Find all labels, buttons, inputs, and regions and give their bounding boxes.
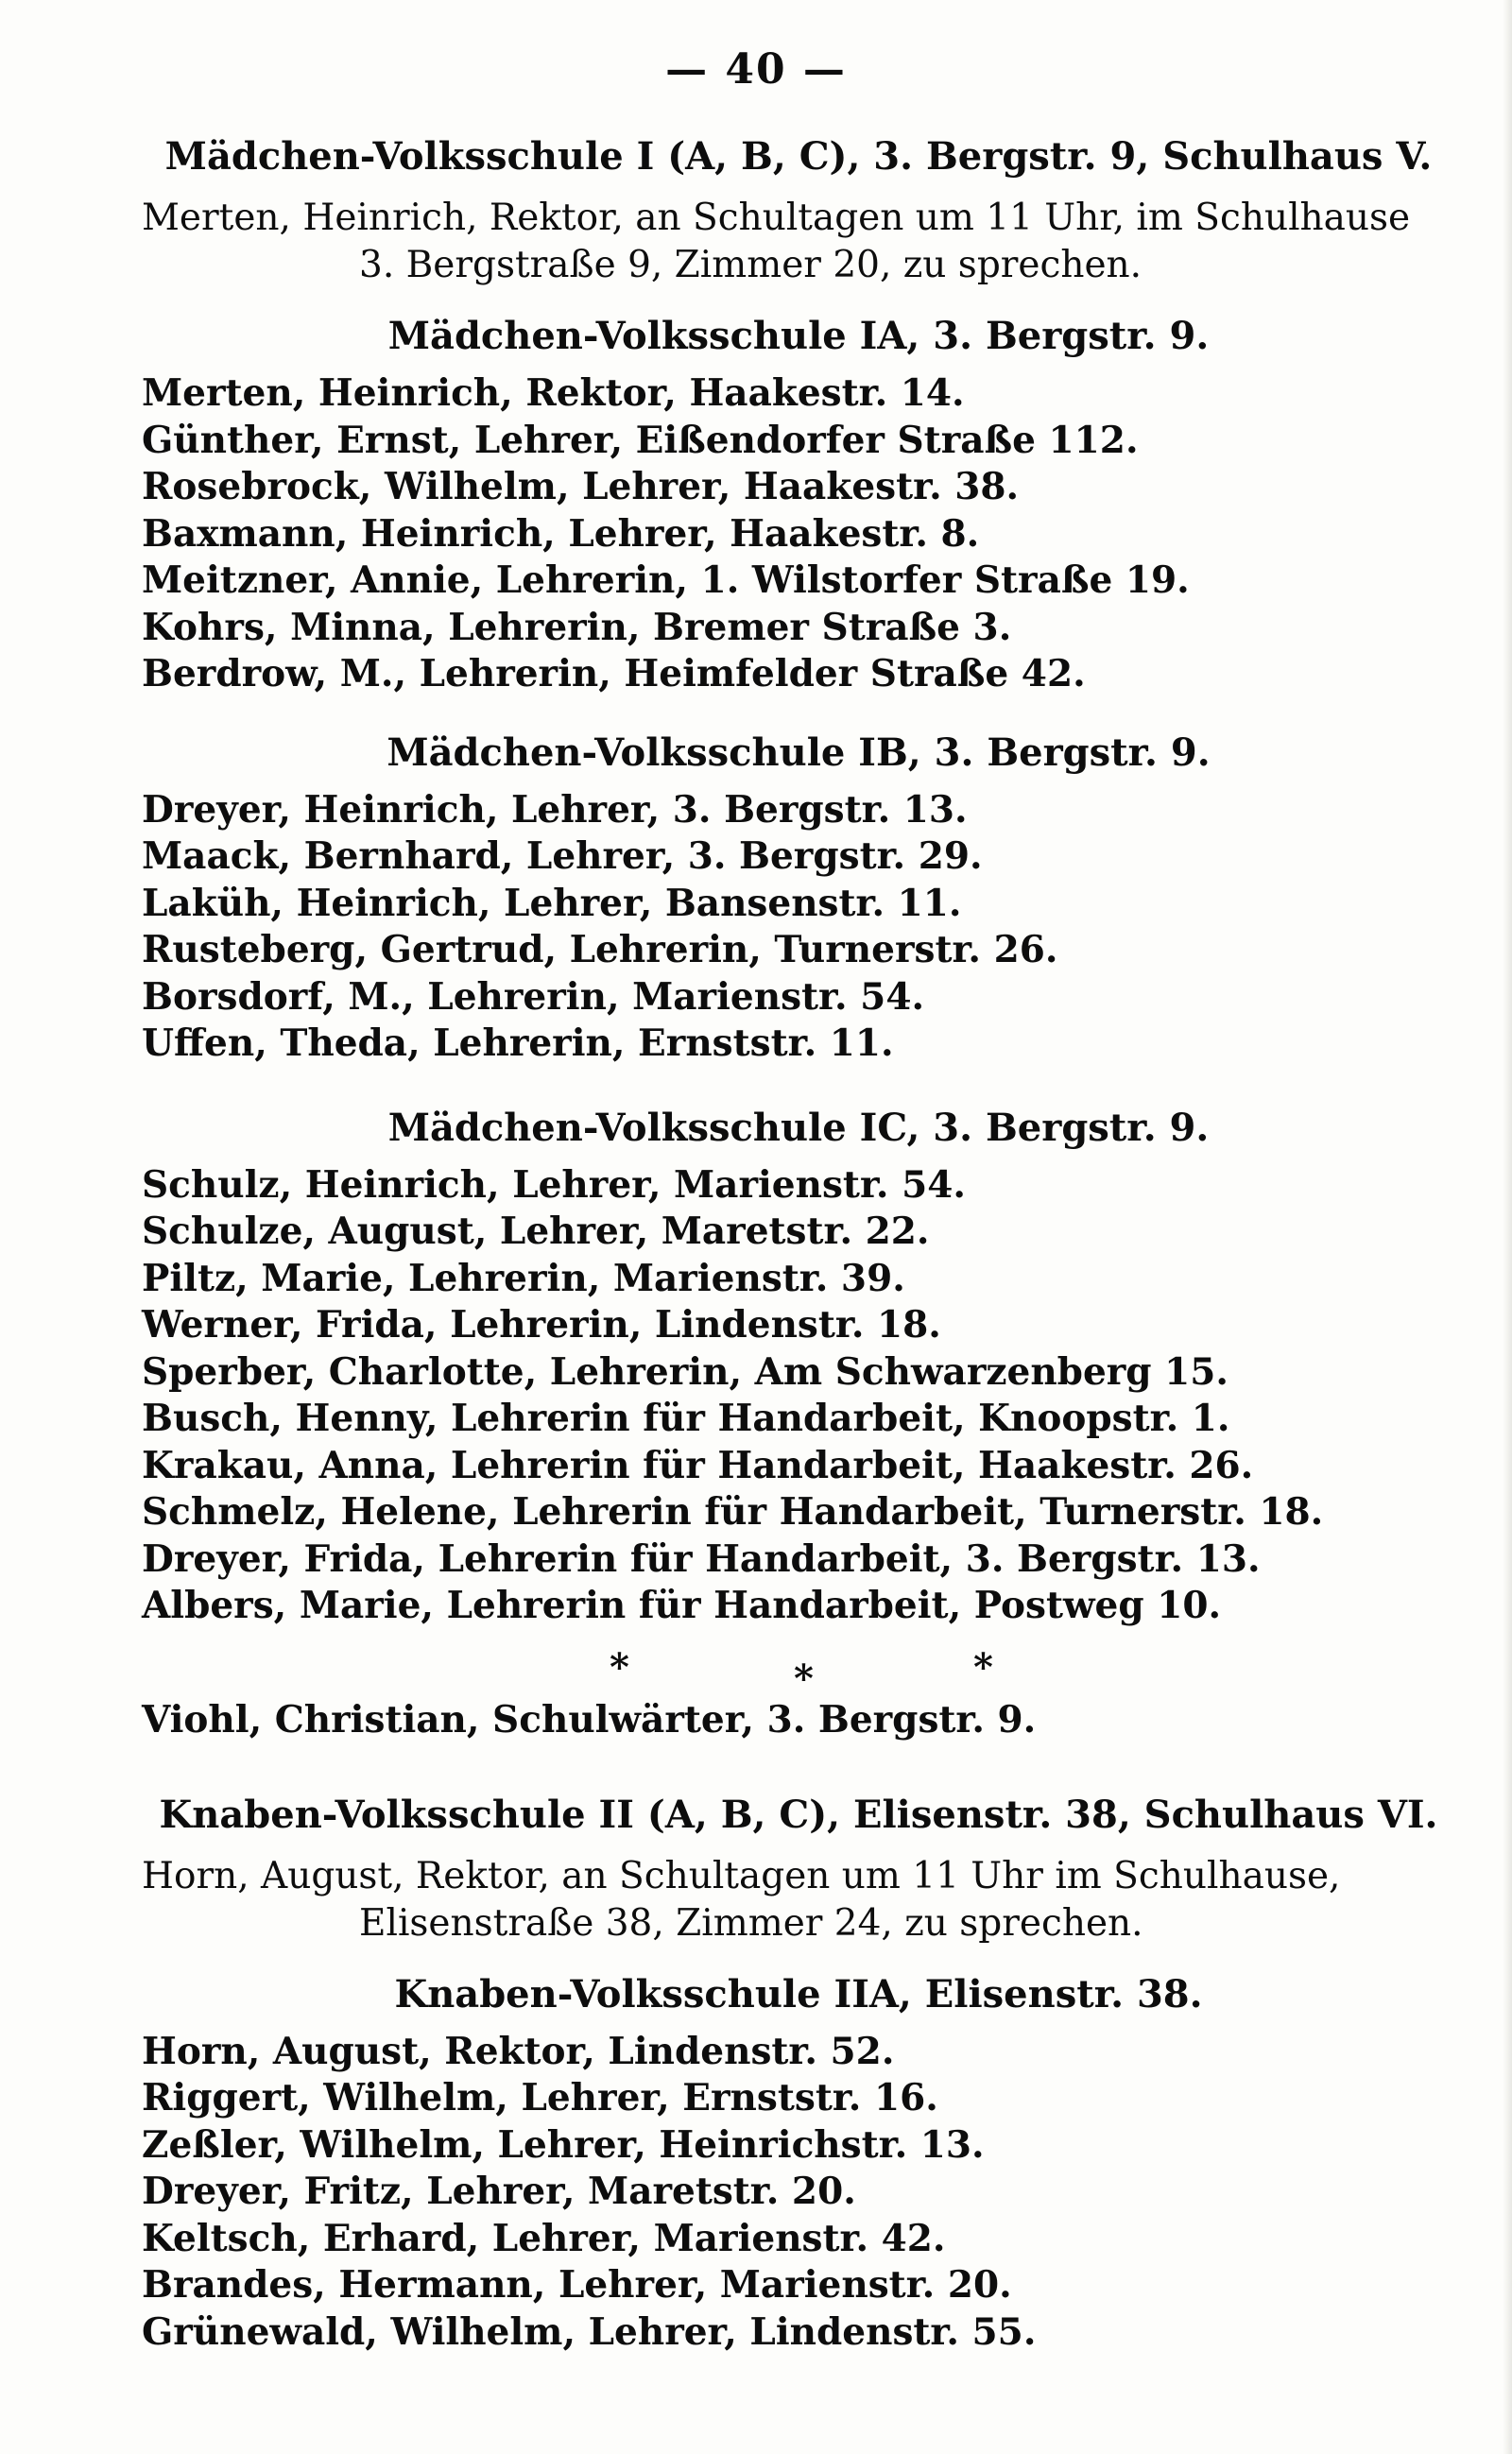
page-edge	[1503, 0, 1512, 2454]
staff-entry: Keltsch, Erhard, Lehrer, Marienstr. 42.	[142, 2216, 946, 2260]
staff-entry: Borsdorf, M., Lehrerin, Marienstr. 54.	[142, 974, 925, 1019]
staff-entry: Meitzner, Annie, Lehrerin, 1. Wilstorfer Straße 19.	[142, 558, 1190, 602]
staff-entry: Laküh, Heinrich, Lehrer, Bansenstr. 11.	[142, 881, 962, 925]
staff-entry: Sperber, Charlotte, Lehrerin, Am Schwarzenberg 15.	[142, 1349, 1229, 1394]
school-heading-IIA: Knaben-Volksschule IIA, Elisenstr. 38.	[394, 1971, 1203, 2016]
staff-entry: Maack, Bernhard, Lehrer, 3. Bergstr. 29.	[142, 834, 983, 878]
school-heading-IB: Mädchen-Volksschule IB, 3. Bergstr. 9.	[387, 729, 1211, 775]
asterisk: *	[973, 1644, 993, 1690]
staff-entry: Albers, Marie, Lehrerin für Handarbeit, Postweg 10.	[142, 1584, 1222, 1627]
staff-entry: Dreyer, Heinrich, Lehrer, 3. Bergstr. 13.	[142, 787, 968, 832]
asterism-separator	[142, 1644, 1455, 1701]
staff-entry: Kohrs, Minna, Lehrerin, Bremer Straße 3.	[142, 605, 1012, 649]
school-heading-IC: Mädchen-Volksschule IC, 3. Bergstr. 9.	[387, 1105, 1210, 1150]
asterisk: *	[794, 1656, 814, 1701]
school-heading-IA: Mädchen-Volksschule IA, 3. Bergstr. 9.	[387, 314, 1210, 358]
rector-note-section-II: Horn, August, Rektor, an Schultagen um 11 Uhr im Schulhause, Elisenstraße 38, Zimmer 24, zu sprechen.	[142, 1854, 1341, 1945]
staff-list-IA	[142, 370, 1455, 698]
staff-entry: Schmelz, Helene, Lehrerin für Handarbeit, Turnerstr. 18.	[142, 1490, 1324, 1534]
section-heading-knaben-volksschule-II: Knaben-Volksschule II (A, B, C), Elisenstr. 38, Schulhaus VI.	[159, 1792, 1438, 1837]
staff-entry: Brandes, Hermann, Lehrer, Marienstr. 20.	[142, 2263, 1012, 2307]
staff-list-IB	[142, 787, 1455, 1068]
asterisk: *	[610, 1644, 629, 1690]
staff-entry: Dreyer, Fritz, Lehrer, Maretstr. 20.	[142, 2170, 856, 2213]
staff-entry: Piltz, Marie, Lehrerin, Marienstr. 39.	[142, 1256, 905, 1300]
janitor-entry: Viohl, Christian, Schulwärter, 3. Bergstr. 9.	[142, 1697, 1037, 1742]
staff-entry: Busch, Henny, Lehrerin für Handarbeit, Knoopstr. 1.	[142, 1397, 1230, 1440]
staff-list-IC	[142, 1162, 1455, 1630]
staff-entry: Horn, August, Rektor, Lindenstr. 52.	[142, 2029, 895, 2073]
staff-entry: Merten, Heinrich, Rektor, Haakestr. 14.	[142, 371, 965, 415]
staff-list-IIA	[142, 2029, 1455, 2357]
staff-entry: Günther, Ernst, Lehrer, Eißendorfer Straße 112.	[142, 418, 1139, 462]
page-number: — 40 —	[665, 45, 847, 94]
staff-entry: Krakau, Anna, Lehrerin für Handarbeit, Haakestr. 26.	[142, 1443, 1254, 1487]
staff-entry: Schulz, Heinrich, Lehrer, Marienstr. 54.	[142, 1162, 966, 1207]
staff-entry: Rosebrock, Wilhelm, Lehrer, Haakestr. 38.	[142, 465, 1020, 508]
staff-entry: Dreyer, Frida, Lehrerin für Handarbeit, 3. Bergstr. 13.	[142, 1536, 1261, 1581]
section-heading-maedchen-volksschule-I: Mädchen-Volksschule I (A, B, C), 3. Bergstr. 9, Schulhaus V.	[164, 134, 1433, 179]
staff-entry: Baxmann, Heinrich, Lehrer, Haakestr. 8.	[142, 511, 980, 556]
page-content	[142, 130, 1455, 2377]
staff-entry: Rusteberg, Gertrud, Lehrerin, Turnerstr. 26.	[142, 928, 1058, 971]
rector-note-section-I: Merten, Heinrich, Rektor, an Schultagen um 11 Uhr, im Schulhause 3. Bergstraße 9, Zimmer 20, zu sprechen.	[142, 197, 1411, 286]
staff-entry: Riggert, Wilhelm, Lehrer, Ernststr. 16.	[142, 2076, 938, 2119]
staff-entry: Uffen, Theda, Lehrerin, Ernststr. 11.	[142, 1021, 894, 1065]
staff-entry: Werner, Frida, Lehrerin, Lindenstr. 18.	[142, 1303, 941, 1347]
staff-entry: Schulze, August, Lehrer, Maretstr. 22.	[142, 1210, 930, 1253]
staff-entry: Zeßler, Wilhelm, Lehrer, Heinrichstr. 13.	[142, 2122, 985, 2167]
staff-entry: Grünewald, Wilhelm, Lehrer, Lindenstr. 55.	[142, 2309, 1037, 2354]
staff-entry: Berdrow, M., Lehrerin, Heimfelder Straße 42.	[142, 652, 1086, 695]
